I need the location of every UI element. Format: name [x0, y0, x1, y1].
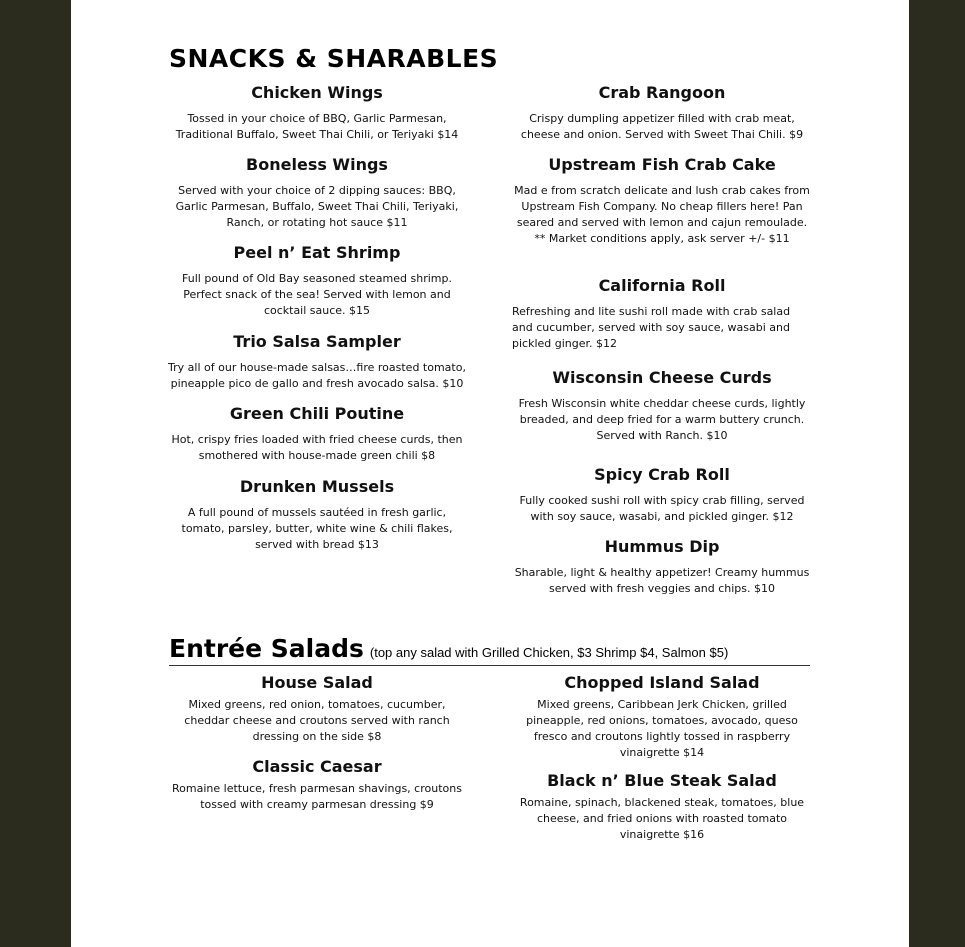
- menu-item: [167, 404, 467, 464]
- item-name: Trio Salsa Sampler: [233, 332, 401, 351]
- item-name: Drunken Mussels: [239, 477, 395, 496]
- menu-item: [512, 465, 812, 525]
- menu-item: [167, 757, 467, 813]
- item-description: Mixed greens, red onion, tomatoes, cucumber, cheddar cheese and croutons served with ranch dressing on the side $8: [184, 698, 450, 743]
- item-name: Peel n’ Eat Shrimp: [233, 243, 401, 262]
- item-name: Black n’ Blue Steak Salad: [547, 771, 777, 790]
- menu-item: [167, 332, 467, 392]
- menu-item: [512, 368, 812, 444]
- item-description: Sharable, light & healthy appetizer! Creamy hummus served with fresh veggies and chips. $10: [514, 566, 810, 595]
- entree-section-title: [169, 634, 728, 663]
- item-name: Chicken Wings: [251, 83, 383, 102]
- item-description: Mixed greens, Caribbean Jerk Chicken, grilled pineapple, red onions, tomatoes, avocado, queso fresco and croutons lightly tossed in raspberry vinaigrette $14: [526, 698, 798, 759]
- item-name: Upstream Fish Crab Cake: [548, 155, 776, 174]
- item-description: Romaine, spinach, blackened steak, tomatoes, blue cheese, and fried onions with roasted tomato vinaigrette $16: [519, 796, 805, 841]
- item-description: A full pound of mussels sautéed in fresh garlic, tomato, parsley, butter, white wine & chili flakes, served with bread $13: [181, 506, 453, 551]
- snacks-section-title: SNACKS & SHARABLES: [169, 44, 499, 73]
- menu-item: [512, 83, 812, 143]
- section-divider: [169, 665, 810, 666]
- menu-item: [512, 673, 812, 761]
- menu-item: [167, 155, 467, 231]
- item-description: Refreshing and lite sushi roll made with crab salad and cucumber, served with soy sauce, wasabi and pickled ginger. $12: [512, 305, 791, 350]
- entree-title-text: Entrée Salads: [169, 634, 364, 663]
- menu-item: [167, 673, 467, 745]
- item-name: Boneless Wings: [246, 155, 388, 174]
- item-description: Fresh Wisconsin white cheddar cheese curds, lightly breaded, and deep fried for a warm buttery crunch. Served with Ranch. $10: [518, 397, 806, 442]
- menu-item: [167, 477, 467, 553]
- item-name: Wisconsin Cheese Curds: [552, 368, 772, 387]
- item-name: Classic Caesar: [252, 757, 382, 776]
- item-name: Green Chili Poutine: [229, 404, 405, 423]
- menu-item: [167, 83, 467, 143]
- entree-topping-note: (top any salad with Grilled Chicken, $3 Shrimp $4, Salmon $5): [369, 645, 729, 660]
- menu-item: [512, 771, 812, 843]
- menu-item: [512, 537, 812, 597]
- item-description: Romaine lettuce, fresh parmesan shavings, croutons tossed with creamy parmesan dressing $9: [172, 782, 462, 811]
- item-name: Spicy Crab Roll: [594, 465, 730, 484]
- item-description: Fully cooked sushi roll with spicy crab filling, served with soy sauce, wasabi, and pickled ginger. $12: [519, 494, 805, 523]
- menu-item: [512, 276, 812, 352]
- menu-page: [71, 0, 909, 947]
- item-name: Hummus Dip: [604, 537, 720, 556]
- item-name: Crab Rangoon: [598, 83, 726, 102]
- menu-item: [167, 243, 467, 319]
- item-description: Try all of our house-made salsas…fire roasted tomato, pineapple pico de gallo and fresh avocado salsa. $10: [168, 361, 466, 390]
- item-name: Chopped Island Salad: [564, 673, 760, 692]
- item-description: Tossed in your choice of BBQ, Garlic Parmesan, Traditional Buffalo, Sweet Thai Chili, or Teriyaki $14: [175, 112, 459, 141]
- item-description: Full pound of Old Bay seasoned steamed shrimp. Perfect snack of the sea! Served with lemon and cocktail sauce. $15: [182, 272, 452, 317]
- item-name: California Roll: [598, 276, 726, 295]
- item-description: Served with your choice of 2 dipping sauces: BBQ, Garlic Parmesan, Buffalo, Sweet Thai Chili, Teriyaki, Ranch, or rotating hot sauce $11: [175, 184, 459, 229]
- item-description: Mad e from scratch delicate and lush crab cakes from Upstream Fish Company. No cheap fillers here! Pan seared and served with lemon and cajun remoulade. ** Market conditions apply, ask server +/- $11: [514, 184, 810, 245]
- item-description: Hot, crispy fries loaded with fried cheese curds, then smothered with house-made green chili $8: [171, 433, 463, 462]
- item-description: Crispy dumpling appetizer filled with crab meat, cheese and onion. Served with Sweet Thai Chili. $9: [520, 112, 804, 141]
- menu-item: [512, 155, 812, 247]
- item-name: House Salad: [261, 673, 373, 692]
